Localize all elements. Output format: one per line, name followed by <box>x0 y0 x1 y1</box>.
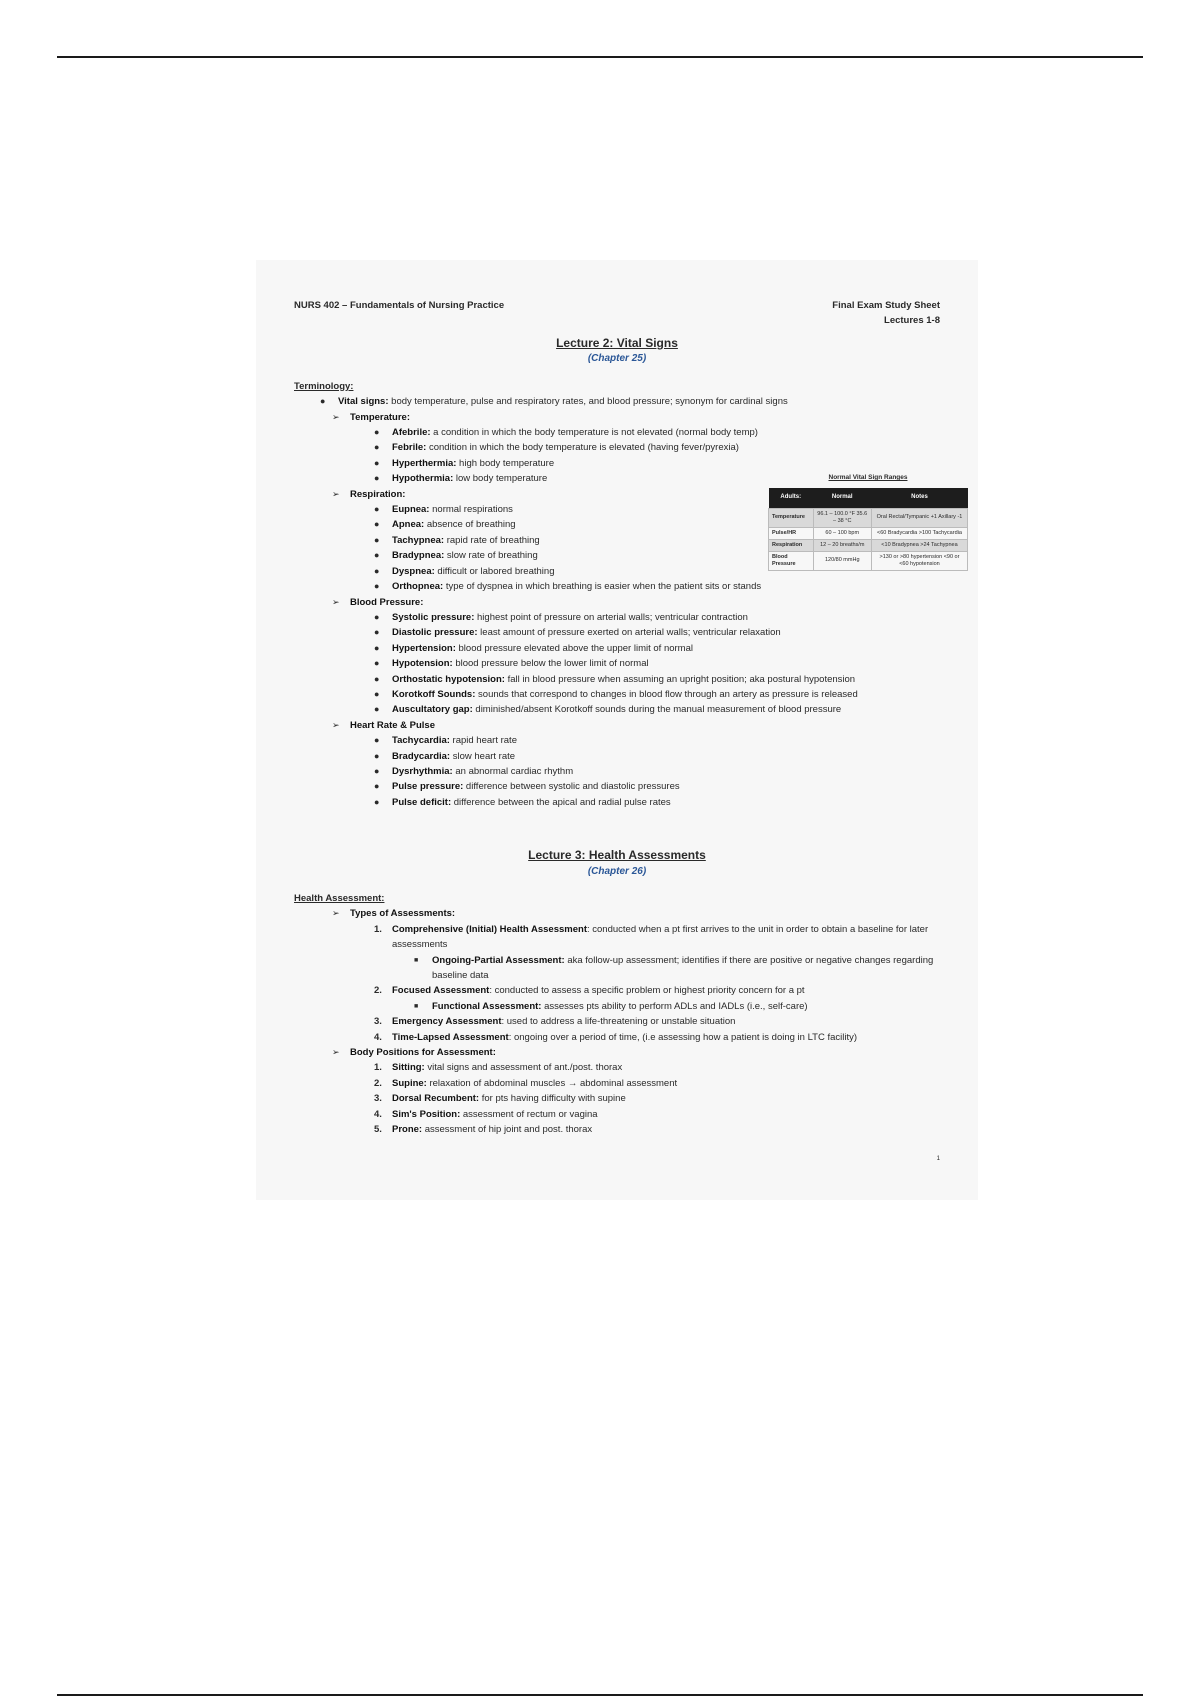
group-label-row <box>294 595 940 610</box>
table-row <box>769 539 968 551</box>
arrow-bullet-icon: ➢ <box>332 719 340 730</box>
definition: diminished/absent Korotkoff sounds during the manual measurement of blood pressure <box>472 704 842 716</box>
table-cell: 60 – 100 bpm <box>813 527 871 539</box>
table-header-cell: Notes <box>871 488 967 508</box>
definition: aka follow-up assessment; identifies if there are positive or negative changes regarding baseline data <box>432 954 934 982</box>
table-cell: Oral Rectal/Tympanic +1 Axillary -1 <box>871 508 967 527</box>
table-cell: Respiration <box>769 539 814 551</box>
item-number: 4. <box>374 1108 382 1120</box>
term: Tachypnea: <box>392 534 445 546</box>
term-item <box>294 687 940 702</box>
body-position-item <box>294 1060 940 1075</box>
group-label: Heart Rate & Pulse <box>350 719 436 731</box>
definition: sounds that correspond to changes in blood flow through an artery as pressure is released <box>475 688 858 700</box>
types-label: Types of Assessments: <box>350 908 456 920</box>
assessment-type-item <box>294 1014 940 1029</box>
table-header-cell: Adults: <box>769 488 814 508</box>
term: Hyperthermia: <box>392 457 457 469</box>
definition: normal respirations <box>429 504 513 516</box>
bullet-icon: ● <box>374 627 380 638</box>
group-label-row <box>294 410 940 425</box>
term: Ongoing-Partial Assessment: <box>432 954 565 966</box>
term: Hypertension: <box>392 642 456 654</box>
term-item <box>294 641 940 656</box>
item-number: 3. <box>374 1016 382 1028</box>
definition: absence of breathing <box>424 519 516 531</box>
term: Diastolic pressure: <box>392 627 478 639</box>
term: Bradycardia: <box>392 750 451 762</box>
term: Korotkoff Sounds: <box>392 688 476 700</box>
definition: blood pressure elevated above the upper limit of normal <box>455 642 693 654</box>
term-item <box>294 440 940 455</box>
term-item <box>294 579 940 594</box>
definition: assessment of rectum or vagina <box>460 1108 598 1120</box>
term: Supine: <box>392 1077 427 1089</box>
term: Emergency Assessment <box>392 1016 502 1028</box>
definition: fall in blood pressure when assuming an upright position; aka postural hypotension <box>504 673 856 685</box>
bullet-icon: ● <box>374 473 380 484</box>
course-title: NURS 402 – Fundamentals of Nursing Practice <box>294 300 505 311</box>
item-number: 1. <box>374 923 382 935</box>
lectures-range: Lectures 1-8 <box>884 315 940 326</box>
body-positions <box>294 1060 940 1137</box>
definition: difference between systolic and diastolic pressures <box>463 781 680 793</box>
bullet-icon: ● <box>374 688 380 699</box>
bullet-icon: ● <box>374 781 380 792</box>
item-number: 2. <box>374 1077 382 1089</box>
lecture2-chapter: (Chapter 25) <box>587 353 647 365</box>
term: Systolic pressure: <box>392 611 475 623</box>
bullet-icon: ● <box>374 504 380 515</box>
term: Vital signs: <box>338 396 389 408</box>
bullet-icon: ● <box>374 442 380 453</box>
bullet-icon: ● <box>374 796 380 807</box>
definition: assessment of hip joint and post. thorax <box>422 1124 593 1136</box>
definition: type of dyspnea in which breathing is easier when the patient sits or stands <box>443 581 762 593</box>
term-item <box>294 625 940 640</box>
term: Bradypnea: <box>392 550 445 562</box>
body-position-item <box>294 1107 940 1122</box>
page-content <box>294 298 963 1138</box>
lecture2-title: Lecture 2: Vital Signs <box>556 336 678 350</box>
item-number: 2. <box>374 985 382 997</box>
term-item <box>294 702 940 717</box>
bullet-icon: ● <box>374 611 380 622</box>
term: Functional Assessment: <box>432 1000 542 1012</box>
definition: vital signs and assessment of ant./post. thorax <box>424 1062 623 1074</box>
table-cell: Temperature <box>769 508 814 527</box>
table-cell: <10 Bradypnea >24 Tachypnea <box>871 539 967 551</box>
term-item <box>294 672 940 687</box>
arrow-bullet-icon: ➢ <box>332 908 340 919</box>
term: Focused Assessment <box>392 985 490 997</box>
definition: rapid heart rate <box>449 735 517 747</box>
square-bullet-icon: ■ <box>414 1002 419 1010</box>
bullet-icon: ● <box>374 704 380 715</box>
term: Hypothermia: <box>392 473 454 485</box>
term: Dysrhythmia: <box>392 765 453 777</box>
definition: highest point of pressure on arterial walls; ventricular contraction <box>474 611 748 623</box>
table-header-cell: Normal <box>813 488 871 508</box>
sub-assessment-item <box>294 999 940 1014</box>
body-position-item <box>294 1091 940 1106</box>
table-header-row <box>769 488 968 508</box>
arrow-bullet-icon: ➢ <box>332 411 340 422</box>
bullet-icon: ● <box>374 550 380 561</box>
types-label-row <box>294 906 940 921</box>
bullet-icon: ● <box>374 735 380 746</box>
definition: slow rate of breathing <box>444 550 538 562</box>
definition: rapid rate of breathing <box>444 534 540 546</box>
bullet-icon: ● <box>374 581 380 592</box>
assessment-type-item <box>294 922 940 953</box>
table-caption: Normal Vital Sign Ranges <box>828 474 908 481</box>
assessment-type-item <box>294 983 940 998</box>
arrow-bullet-icon: ➢ <box>332 488 340 499</box>
bullet-icon: ● <box>374 673 380 684</box>
term: Orthopnea: <box>392 581 444 593</box>
sub-assessment-item <box>294 953 940 984</box>
group-label-row <box>294 718 940 733</box>
item-number: 1. <box>374 1062 382 1074</box>
vital-signs-item <box>294 394 940 409</box>
term: Auscultatory gap: <box>392 704 473 716</box>
term-item <box>294 425 940 440</box>
square-bullet-icon: ■ <box>414 956 419 964</box>
vital-sign-ranges-table <box>768 470 968 571</box>
item-number: 4. <box>374 1031 382 1043</box>
table-cell: Pulse/HR <box>769 527 814 539</box>
terminology-heading: Terminology: <box>294 380 354 392</box>
exam-title: Final Exam Study Sheet <box>832 300 940 311</box>
definition: a condition in which the body temperature is not elevated (normal body temp) <box>430 427 758 439</box>
term-item <box>294 779 940 794</box>
top-rule <box>57 56 1143 58</box>
bullet-icon: ● <box>374 642 380 653</box>
definition: low body temperature <box>453 473 548 485</box>
health-assessment-heading: Health Assessment: <box>294 893 385 904</box>
bullet-icon: ● <box>374 427 380 438</box>
bullet-icon: ● <box>320 396 326 407</box>
term: Comprehensive (Initial) Health Assessment <box>392 923 587 935</box>
assessment-types <box>294 922 940 1045</box>
term-item <box>294 795 940 810</box>
term: Hypotension: <box>392 658 453 670</box>
group-label: Temperature: <box>350 411 411 423</box>
term: Pulse deficit: <box>392 796 452 808</box>
term-item <box>294 656 940 671</box>
table-cell: <60 Bradycardia >100 Tachycardia <box>871 527 967 539</box>
definition: difficult or labored breathing <box>434 565 555 577</box>
arrow-bullet-icon: ➢ <box>332 596 340 607</box>
definition: difference between the apical and radial pulse rates <box>451 796 671 808</box>
bottom-rule <box>57 1694 1143 1696</box>
term: Time-Lapsed Assessment <box>392 1031 509 1043</box>
definition: : ongoing over a period of time, (i.e assessing how a patient is doing in LTC facility) <box>508 1031 858 1043</box>
term: Pulse pressure: <box>392 781 464 793</box>
term: Prone: <box>392 1124 423 1136</box>
lecture3-chapter: (Chapter 26) <box>587 865 647 877</box>
group-label: Respiration: <box>350 488 406 500</box>
definition: condition in which the body temperature is elevated (having fever/pyrexia) <box>426 442 739 454</box>
item-number: 3. <box>374 1093 382 1105</box>
definition: slow heart rate <box>450 750 516 762</box>
table-row <box>769 527 968 539</box>
body-position-item <box>294 1076 940 1091</box>
term-item <box>294 610 940 625</box>
definition: : used to address a life-threatening or unstable situation <box>501 1016 736 1028</box>
term: Febrile: <box>392 442 427 454</box>
definition: least amount of pressure exerted on arterial walls; ventricular relaxation <box>477 627 781 639</box>
assessment-type-item <box>294 1030 940 1045</box>
definition: for pts having difficulty with supine <box>479 1093 626 1105</box>
term: Tachycardia: <box>392 735 450 747</box>
lecture3-title: Lecture 3: Health Assessments <box>528 848 706 863</box>
table-cell: Blood Pressure <box>769 551 814 570</box>
definition: : conducted when a pt first arrives to the unit in order to obtain a baseline for later assessments <box>392 923 929 951</box>
table-row <box>769 551 968 570</box>
bullet-icon: ● <box>374 457 380 468</box>
table-cell: 120/80 mmHg <box>813 551 871 570</box>
header-right <box>832 298 940 328</box>
page-number: 1 <box>936 1156 940 1162</box>
term: Orthostatic hypotension: <box>392 673 505 685</box>
term: Eupnea: <box>392 504 430 516</box>
arrow-bullet-icon: ➢ <box>332 1047 340 1058</box>
document-page <box>256 260 978 1200</box>
bullet-icon: ● <box>374 565 380 576</box>
bullet-icon: ● <box>374 534 380 545</box>
term-item <box>294 733 940 748</box>
term-item <box>294 456 940 471</box>
group-label: Blood Pressure: <box>350 596 424 608</box>
definition: an abnormal cardiac rhythm <box>452 765 574 777</box>
positions-label-row <box>294 1045 940 1060</box>
definition: blood pressure below the lower limit of normal <box>452 658 649 670</box>
term: Dorsal Recumbent: <box>392 1093 480 1105</box>
table-row <box>769 508 968 527</box>
lecture3-block <box>294 848 940 1137</box>
term: Afebrile: <box>392 427 431 439</box>
term: Dyspnea: <box>392 565 435 577</box>
term: Sitting: <box>392 1062 425 1074</box>
table-cell: >130 or >80 hypertension <90 or <60 hypotension <box>871 551 967 570</box>
term: Sim's Position: <box>392 1108 461 1120</box>
definition: : conducted to assess a specific problem or highest priority concern for a pt <box>489 985 805 997</box>
bullet-icon: ● <box>374 658 380 669</box>
body-position-item <box>294 1122 940 1137</box>
page-header <box>294 298 940 336</box>
definition: high body temperature <box>456 457 555 469</box>
bullet-icon: ● <box>374 765 380 776</box>
term-item <box>294 764 940 779</box>
table-body <box>769 508 968 570</box>
table-cell: 96.1 – 100.0 °F 35.6 – 38 °C <box>813 508 871 527</box>
definition: relaxation of abdominal muscles → abdominal assessment <box>426 1077 678 1089</box>
term: Apnea: <box>392 519 425 531</box>
bullet-icon: ● <box>374 519 380 530</box>
positions-label: Body Positions for Assessment: <box>350 1047 496 1059</box>
bullet-icon: ● <box>374 750 380 761</box>
item-number: 5. <box>374 1124 382 1136</box>
term-item <box>294 749 940 764</box>
definition: body temperature, pulse and respiratory rates, and blood pressure; synonym for cardinal signs <box>388 396 788 408</box>
definition: assesses pts ability to perform ADLs and IADLs (i.e., self-care) <box>541 1000 808 1012</box>
table-cell: 12 – 20 breaths/m <box>813 539 871 551</box>
